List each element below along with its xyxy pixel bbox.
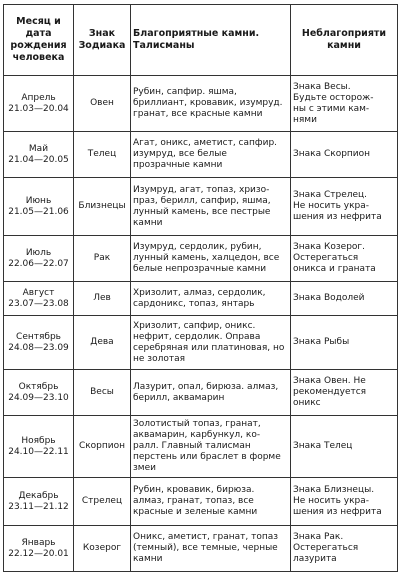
month-cell: Ноябрь 24.10—22.11 bbox=[4, 416, 74, 478]
table-row bbox=[4, 76, 398, 132]
header-stones: Благоприятные камни. Талисманы bbox=[131, 5, 291, 76]
table-row bbox=[4, 282, 398, 316]
stones-cell: Агат, оникс, аметист, сапфир. изумруд, все белые прозрачные камни bbox=[131, 132, 291, 178]
month-cell: Август 23.07—23.08 bbox=[4, 282, 74, 316]
table-row bbox=[4, 478, 398, 526]
sign-cell: Скорпион bbox=[74, 416, 131, 478]
table-row bbox=[4, 370, 398, 416]
stones-cell: Рубин, кровавик, бирюза. алмаз, гранат, топаз, все красные и зеленые камни bbox=[131, 478, 291, 526]
table-row bbox=[4, 316, 398, 370]
stones-cell: Изумруд, сердолик, рубин, лунный камень, халцедон, все белые непрозрачные камни bbox=[131, 236, 291, 282]
sign-cell: Дева bbox=[74, 316, 131, 370]
bad-stones-cell: Знака Скорпион bbox=[291, 132, 398, 178]
month-cell: Декабрь 23.11—21.12 bbox=[4, 478, 74, 526]
bad-stones-cell: Знака Водолей bbox=[291, 282, 398, 316]
bad-stones-cell: Знака Рак. Остерегаться лазурита bbox=[291, 526, 398, 572]
stones-cell: Золотистый топаз, гранат, аквамарин, карбункул, ко- ралл. Главный талисман перстень или браслет в форме змеи bbox=[131, 416, 291, 478]
header-bad-stones: Неблагоприяти камни bbox=[291, 5, 398, 76]
table-row bbox=[4, 416, 398, 478]
sign-cell: Овен bbox=[74, 76, 131, 132]
stones-cell: Лазурит, опал, бирюза. алмаз, берилл, аквамарин bbox=[131, 370, 291, 416]
header-row bbox=[4, 5, 398, 76]
table-row bbox=[4, 178, 398, 236]
month-cell: Апрель 21.03—20.04 bbox=[4, 76, 74, 132]
sign-cell: Стрелец bbox=[74, 478, 131, 526]
bad-stones-cell: Знака Козерог. Остерегаться оникса и граната bbox=[291, 236, 398, 282]
sign-cell: Близнецы bbox=[74, 178, 131, 236]
sign-cell: Козерог bbox=[74, 526, 131, 572]
month-cell: Май 21.04—20.05 bbox=[4, 132, 74, 178]
zodiac-stones-table bbox=[3, 4, 398, 572]
sign-cell: Рак bbox=[74, 236, 131, 282]
sign-cell: Телец bbox=[74, 132, 131, 178]
header-month: Месяц и дата рождения человека bbox=[4, 5, 74, 76]
month-cell: Октябрь 24.09—23.10 bbox=[4, 370, 74, 416]
sign-cell: Лев bbox=[74, 282, 131, 316]
month-cell: Январь 22.12—20.01 bbox=[4, 526, 74, 572]
bad-stones-cell: Знака Весы. Будьте осторож- ны с этими кам- нями bbox=[291, 76, 398, 132]
bad-stones-cell: Знака Овен. Не рекомендуется оникс bbox=[291, 370, 398, 416]
sign-cell: Весы bbox=[74, 370, 131, 416]
stones-cell: Хризолит, сапфир, оникс. нефрит, сердолик. Оправа серебряная или платиновая, но не золотая bbox=[131, 316, 291, 370]
month-cell: Сентябрь 24.08—23.09 bbox=[4, 316, 74, 370]
bad-stones-cell: Знака Стрелец. Не носить укра- шения из нефрита bbox=[291, 178, 398, 236]
table-row bbox=[4, 526, 398, 572]
month-cell: Июнь 21.05—21.06 bbox=[4, 178, 74, 236]
stones-cell: Хризолит, алмаз, сердолик, сардоникс, топаз, янтарь bbox=[131, 282, 291, 316]
bad-stones-cell: Знака Близнецы. Не носить укра- шения из нефрита bbox=[291, 478, 398, 526]
bad-stones-cell: Знака Рыбы bbox=[291, 316, 398, 370]
header-sign: Знак Зодиака bbox=[74, 5, 131, 76]
stones-cell: Оникс, аметист, гранат, топаз (темный), все темные, черные камни bbox=[131, 526, 291, 572]
table-row bbox=[4, 236, 398, 282]
stones-cell: Рубин, сапфир. яшма, бриллиант, кровавик, изумруд. гранат, все красные камни bbox=[131, 76, 291, 132]
stones-cell: Изумруд, агат, топаз, хризо- праз, берилл, сапфир, яшма, лунный камень, все пестрые камни bbox=[131, 178, 291, 236]
bad-stones-cell: Знака Телец bbox=[291, 416, 398, 478]
month-cell: Июль 22.06—22.07 bbox=[4, 236, 74, 282]
table-row bbox=[4, 132, 398, 178]
